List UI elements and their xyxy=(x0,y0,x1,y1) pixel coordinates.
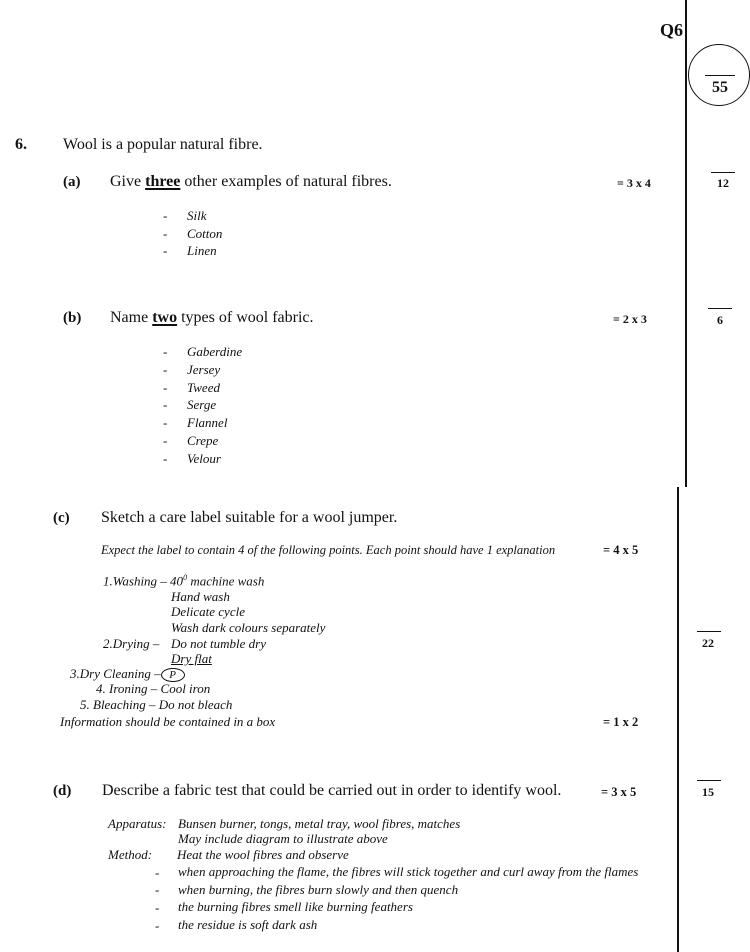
ironing-line: 4. Ironing – Cool iron xyxy=(96,681,211,696)
part-d-bullet: - xyxy=(155,900,160,915)
part-d-mark: 15 xyxy=(702,785,714,799)
box-scheme: = 1 x 2 xyxy=(603,715,639,729)
washing-first: machine wash xyxy=(187,573,265,589)
washing-degree: 0 xyxy=(183,573,188,582)
method-text: Heat the wool fibres and observe xyxy=(177,847,349,862)
total-mark-line xyxy=(705,75,735,76)
part-b-bullet: - xyxy=(163,433,168,448)
part-c-mark: 22 xyxy=(702,636,714,650)
part-d-mark-line xyxy=(697,780,721,781)
part-a-bullet: - xyxy=(163,226,168,241)
drying-label: 2.Drying – xyxy=(103,636,160,651)
part-b-answer: Gaberdine xyxy=(187,344,243,359)
drying-item: Do not tumble dry xyxy=(171,636,266,651)
observation-item: the residue is soft dark ash xyxy=(178,917,318,932)
bleaching-line: 5. Bleaching – Do not bleach xyxy=(80,697,233,712)
part-b-bullet: - xyxy=(163,451,168,466)
apparatus-label: Apparatus: xyxy=(108,816,167,831)
part-d-bullet: - xyxy=(155,882,160,897)
drying-item: Dry flat xyxy=(171,651,212,666)
part-a-bullet: - xyxy=(163,208,168,223)
part-c-instruction: Expect the label to contain 4 of the following points. Each point should have 1 explanation xyxy=(101,543,556,557)
washing-item: Wash dark colours separately xyxy=(171,620,326,635)
washing-item: Hand wash xyxy=(171,589,230,604)
part-b-answer: Jersey xyxy=(187,362,221,377)
part-d-question: Describe a fabric test that could be carried out in order to identify wool. xyxy=(102,782,562,799)
part-c-question: Sketch a care label suitable for a wool jumper. xyxy=(101,509,398,526)
part-b-emphasis: two xyxy=(152,309,178,326)
margin-line-lower xyxy=(677,487,679,952)
part-b-question xyxy=(110,309,314,327)
part-b-mark: 6 xyxy=(717,313,723,327)
dry-cleaning-label: 3.Dry Cleaning – xyxy=(70,666,161,681)
part-a-bullet: - xyxy=(163,243,168,258)
part-a-answer: Cotton xyxy=(187,226,223,241)
dry-cleaning-symbol: P xyxy=(161,668,185,682)
question-number: 6. xyxy=(15,136,27,153)
part-b-scheme: = 2 x 3 xyxy=(613,312,647,326)
observation-item: when burning, the fibres burn slowly and then quench xyxy=(178,882,459,897)
part-b-answer: Flannel xyxy=(187,415,228,430)
part-a-text-before: Give xyxy=(110,173,146,190)
washing-line xyxy=(103,573,264,589)
observation-item: when approaching the flame, the fibres will stick together and curl away from the flames xyxy=(178,864,639,879)
part-b-answer: Tweed xyxy=(187,380,220,395)
part-d-bullet: - xyxy=(155,865,160,880)
part-a-question xyxy=(110,173,392,191)
part-d-bullet: - xyxy=(155,918,160,933)
part-a-mark-line xyxy=(711,172,735,173)
part-a-answer: Silk xyxy=(187,208,207,223)
part-b-bullet: - xyxy=(163,397,168,412)
part-a-label: (a) xyxy=(63,174,81,190)
washing-item: Delicate cycle xyxy=(171,604,245,619)
method-label: Method: xyxy=(108,847,153,862)
part-d-label: (d) xyxy=(53,783,72,799)
part-d-scheme: = 3 x 5 xyxy=(601,785,637,799)
part-b-bullet: - xyxy=(163,380,168,395)
question-stem: Wool is a popular natural fibre. xyxy=(63,136,263,153)
part-c-mark-line xyxy=(697,631,721,632)
part-c-label: (c) xyxy=(53,510,70,526)
part-a-emphasis: three xyxy=(145,173,181,190)
margin-line-upper xyxy=(685,0,687,487)
part-b-text-after: types of wool fabric. xyxy=(177,309,314,326)
part-a-answer: Linen xyxy=(187,243,217,258)
part-b-bullet: - xyxy=(163,362,168,377)
apparatus-line: Bunsen burner, tongs, metal tray, wool fibres, matches xyxy=(178,816,461,831)
observation-item: the burning fibres smell like burning feathers xyxy=(178,899,413,914)
dry-cleaning-line xyxy=(70,666,185,682)
part-b-mark-line xyxy=(708,308,732,309)
part-a-mark: 12 xyxy=(717,176,729,190)
washing-label: 1.Washing – 40 xyxy=(103,573,184,589)
box-note: Information should be contained in a box xyxy=(60,714,276,729)
part-b-bullet: - xyxy=(163,344,168,359)
part-b-answer: Crepe xyxy=(187,433,219,448)
total-mark: 55 xyxy=(712,79,728,96)
apparatus-line: May include diagram to illustrate above xyxy=(178,831,388,846)
part-b-answer: Serge xyxy=(187,397,217,412)
part-b-bullet: - xyxy=(163,415,168,430)
part-c-scheme: = 4 x 5 xyxy=(603,543,639,557)
part-b-answer: Velour xyxy=(187,451,221,466)
part-b-label: (b) xyxy=(63,310,82,326)
page-label: Q6 xyxy=(660,20,684,40)
part-a-scheme: = 3 x 4 xyxy=(617,176,651,190)
part-b-text-before: Name xyxy=(110,309,153,326)
part-a-text-after: other examples of natural fibres. xyxy=(180,173,392,190)
total-mark-circle xyxy=(688,44,750,106)
